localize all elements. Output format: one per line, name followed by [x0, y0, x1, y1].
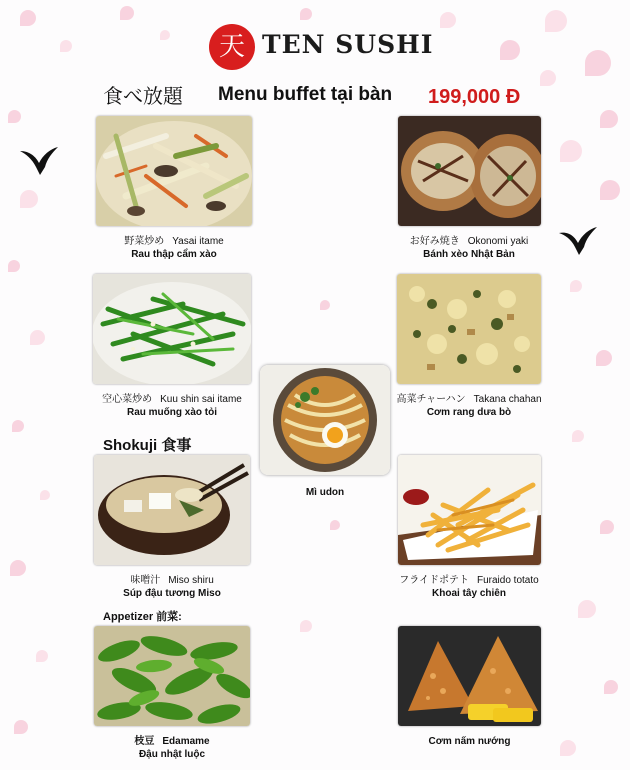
dish-name-jp: お好み焼き — [409, 236, 460, 247]
furaido-potato-caption — [388, 574, 550, 600]
dish-name-romaji: Takana chahan — [473, 394, 542, 405]
dish-name-vi: Bánh xèo Nhật Bản — [423, 249, 515, 260]
brand-logo: 天 — [209, 24, 255, 70]
miso-shiru-caption — [94, 574, 250, 600]
kuu-shin-sai-itame-caption — [84, 393, 260, 419]
com-nam-nuong-photo — [398, 626, 541, 726]
swallow-bird-icon — [18, 145, 60, 177]
edamame-photo — [94, 626, 250, 726]
brand-name: TEN SUSHI — [262, 30, 434, 59]
dish-name-vi: Cơm rang dưa bò — [426, 407, 512, 418]
takana-chahan-photo — [397, 274, 541, 384]
dish-name-vi: Đậu nhật luộc — [138, 749, 206, 760]
dish-name-jp: 枝豆 — [134, 736, 155, 747]
dish-name-romaji: Furaido totato — [476, 575, 539, 586]
mi-udon-caption — [260, 486, 390, 499]
dish-name-romaji: Yasai itame — [172, 236, 224, 247]
okonomi-yaki-photo — [398, 116, 541, 226]
dish-name-romaji: Miso shiru — [168, 575, 214, 586]
dish-name-romaji: Edamame — [162, 736, 210, 747]
edamame-caption — [94, 735, 250, 761]
dish-name-romaji: Okonomi yaki — [467, 236, 529, 247]
section-shokuji: Shokuji 食事 — [103, 437, 192, 454]
yasai-itame-caption — [96, 235, 252, 261]
menu-title: Menu buffet tại bàn — [218, 84, 393, 105]
takana-chahan-caption — [384, 393, 554, 419]
dish-name-vi: Rau thập cẩm xào — [131, 249, 217, 260]
dish-name-jp: 野菜炒め — [124, 236, 165, 247]
com-nam-nuong-caption — [398, 735, 541, 748]
dish-name-vi: Súp đậu tương Miso — [123, 588, 221, 599]
section-appetizer: Appetizer 前菜: — [103, 611, 182, 623]
dish-name-jp: フライドポテト — [399, 575, 469, 586]
dish-name-vi: Rau muống xào tỏi — [127, 407, 217, 418]
dish-name-vi: Mì udon — [305, 487, 345, 498]
dish-name-jp: 高菜チャーハン — [396, 394, 466, 405]
miso-shiru-photo — [94, 455, 250, 565]
kuu-shin-sai-itame-photo — [93, 274, 251, 384]
furaido-potato-photo — [398, 455, 541, 565]
swallow-bird-icon — [557, 225, 599, 257]
price-label: 199,000 Đ — [428, 86, 521, 108]
dish-name-jp: 味噌汁 — [130, 575, 161, 586]
dish-name-vi: Cơm nấm nướng — [428, 736, 511, 747]
yasai-itame-photo — [96, 116, 252, 226]
okonomi-yaki-caption — [388, 235, 550, 261]
dish-name-romaji: Kuu shin sai itame — [160, 394, 242, 405]
dish-name-jp: 空心菜炒め — [102, 394, 153, 405]
dish-name-vi: Khoai tây chiên — [432, 588, 506, 599]
menu-title-japanese: 食べ放題 — [103, 84, 183, 108]
mi-udon-photo — [260, 365, 390, 475]
